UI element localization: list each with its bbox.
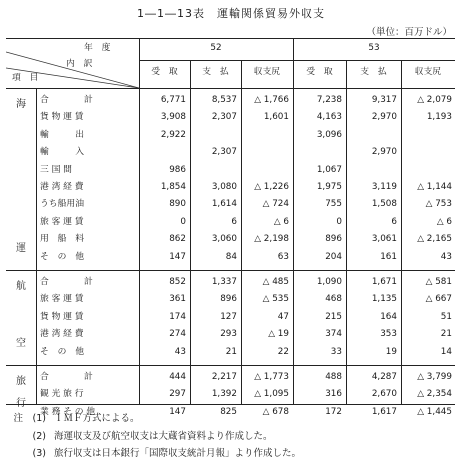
rule-line (6, 404, 455, 405)
table-cell-value: 21 (225, 346, 237, 357)
transport-balance-table (6, 38, 455, 417)
header-breakdown-label: 内 訳 (66, 59, 93, 69)
column-divider (139, 38, 140, 404)
footnotes (12, 406, 302, 463)
table-cell-value: 8,537 (211, 95, 237, 105)
table-cell-value: △ 1,144 (417, 182, 452, 192)
row-item-label: 観 光 旅 行 (40, 389, 84, 400)
table-cell-value: 147 (169, 406, 186, 417)
section-label-top: 海 (16, 99, 26, 110)
table-cell-value: 43 (174, 346, 186, 357)
table-cell-value: △ 1,445 (417, 406, 452, 417)
table-cell-value: 204 (325, 251, 342, 262)
table-cell-value: 2,970 (371, 112, 397, 123)
table-cell-value: 6 (231, 216, 237, 227)
corner-diagonal (6, 52, 139, 88)
header-receipts-53: 受 取 (306, 67, 333, 77)
table-cell-value: 353 (380, 329, 397, 340)
row-item-label: 貨 物 運 賃 (40, 112, 84, 123)
table-cell-value: △ 2,354 (417, 389, 452, 400)
header-year-53: 53 (368, 43, 380, 53)
table-cell-value: 986 (169, 164, 186, 175)
table-cell-value: 2,307 (211, 112, 237, 123)
table-cell-value: 3,061 (371, 234, 397, 245)
table-cell-value: 1,392 (211, 389, 237, 400)
table-cell-value: 3,060 (211, 234, 237, 245)
table-cell-value: 161 (380, 251, 397, 262)
table-cell-value: △ 724 (262, 199, 289, 210)
header-receipts-52: 受 取 (151, 67, 178, 77)
table-cell-value: 1,671 (371, 277, 397, 287)
rule-line (139, 60, 455, 61)
section-label-bottom: 運 (16, 243, 26, 254)
footnote: (3) 旅行収支は日本銀行「国際収支統計月報」より作成した。 (32, 448, 302, 459)
table-cell-value: △ 667 (425, 294, 452, 305)
table-cell-value: 4,287 (371, 372, 397, 382)
rule-line (6, 88, 455, 89)
table-cell-value: 9,317 (371, 95, 397, 105)
table-cell-value: △ 2,165 (417, 234, 452, 245)
table-cell-value: 274 (169, 329, 186, 340)
row-item-label: そ の 他 (40, 251, 84, 262)
section-label-bottom: 空 (16, 338, 26, 349)
table-cell-value: △ 3,799 (417, 372, 452, 382)
row-item-label: うち船用油 (40, 199, 84, 210)
table-cell-value: 444 (169, 372, 186, 382)
table-cell-value: 488 (325, 372, 342, 382)
table-cell-value: 293 (220, 329, 237, 340)
table-cell-value: 3,119 (371, 182, 397, 192)
footnote: (2) 海運収支及び航空収支は大蔵省資料より作成した。 (32, 430, 273, 442)
table-cell-value: △ 6 (273, 216, 289, 227)
table-cell-value: △ 1,773 (254, 372, 289, 382)
table-cell-value: 1,601 (263, 112, 289, 123)
table-cell-value: 1,193 (426, 112, 452, 123)
column-divider (241, 60, 242, 404)
table-cell-value: △ 753 (425, 199, 452, 210)
table-cell-value: 3,080 (211, 182, 237, 192)
header-payments-52: 支 払 (202, 67, 229, 77)
table-cell-value: 47 (277, 311, 289, 322)
section-label-top: 旅 (16, 376, 26, 387)
table-cell-value: 2,970 (371, 147, 397, 158)
table-cell-value: 63 (277, 251, 289, 262)
table-cell-value: 1,508 (371, 199, 397, 210)
table-cell-value: 1,067 (316, 164, 342, 175)
table-cell-value: △ 2,079 (417, 95, 452, 105)
row-item-label: 貨 物 運 賃 (40, 311, 84, 322)
table-cell-value: 1,135 (371, 294, 397, 305)
row-item-label: 業 務 そ の 他 (40, 406, 96, 417)
column-divider (401, 60, 402, 404)
table-cell-value: △ 485 (262, 277, 289, 287)
row-item-label: 用 船 料 (40, 234, 84, 245)
table-cell-value: 172 (325, 406, 342, 417)
column-divider (346, 60, 347, 404)
unit-label: （単位：百万ドル） (366, 27, 452, 38)
table-cell-value: 2,670 (371, 389, 397, 400)
header-payments-53: 支 払 (360, 67, 387, 77)
row-item-label: 旅 客 運 賃 (40, 216, 84, 227)
table-cell-value: △ 6 (436, 216, 452, 227)
table-cell-value: 852 (169, 277, 186, 287)
table-cell-value: 43 (440, 251, 452, 262)
rule-line (6, 365, 455, 366)
table-cell-value: 2,217 (211, 372, 237, 382)
table-cell-value: 21 (440, 329, 452, 340)
column-divider (293, 38, 294, 404)
header-year-label: 年 度 (84, 43, 111, 53)
table-cell-value: 4,163 (316, 112, 342, 123)
table-cell-value: 297 (169, 389, 186, 400)
table-cell-value: 862 (169, 234, 186, 245)
table-title: 1―1―13表 運輸関係貿易外収支 (137, 7, 325, 20)
header-balance-53: 収支尻 (414, 67, 442, 77)
table-cell-value: 19 (385, 346, 397, 357)
table-cell-value: 147 (169, 251, 186, 262)
table-cell-value: 1,337 (211, 277, 237, 287)
table-cell-value: 468 (325, 294, 342, 305)
table-cell-value: 0 (336, 216, 342, 227)
table-cell-value: 3,908 (160, 112, 186, 123)
section-label-top: 航 (16, 281, 26, 292)
table-cell-value: 361 (169, 294, 186, 305)
table-cell-value: 1,854 (160, 182, 186, 192)
table-cell-value: 896 (325, 234, 342, 245)
row-item-label: 合 計 (40, 372, 93, 382)
table-cell-value: 164 (380, 311, 397, 322)
table-cell-value: 2,922 (160, 129, 186, 140)
table-cell-value: 22 (277, 346, 289, 357)
section-label-bottom: 行 (16, 398, 26, 410)
row-item-label: 港 湾 経 費 (40, 329, 84, 340)
table-cell-value: 14 (440, 346, 452, 357)
row-item-label: 三 国 間 (40, 164, 72, 175)
table-cell-value: △ 581 (425, 277, 452, 287)
table-cell-value: △ 535 (262, 294, 289, 305)
table-cell-value: 2,307 (211, 147, 237, 158)
table-cell-value: 127 (220, 311, 237, 322)
footnote: 注 (1) ＩＭＦ方式による。 (13, 413, 140, 424)
table-cell-value: △ 2,198 (254, 234, 289, 245)
table-cell-value: 0 (180, 216, 186, 227)
column-divider (190, 60, 191, 404)
table-cell-value: 215 (325, 311, 342, 322)
table-cell-value: 6,771 (160, 95, 186, 105)
table-cell-value: 1,614 (211, 199, 237, 210)
rule-line (6, 270, 455, 271)
row-item-label: 旅 客 運 賃 (40, 294, 84, 305)
table-cell-value: 1,617 (371, 406, 397, 417)
row-item-label: 輸 入 (40, 147, 84, 158)
corner-diagonal (6, 68, 139, 88)
header-item-label: 項 目 (12, 73, 39, 83)
table-cell-value: 7,238 (316, 95, 342, 105)
table-cell-value: 84 (225, 251, 237, 262)
table-cell-value: △ 1,766 (254, 95, 289, 105)
table-cell-value: 1,975 (316, 182, 342, 192)
table-cell-value: 174 (169, 311, 186, 322)
row-item-label: 港 湾 経 費 (40, 182, 84, 192)
table-cell-value: 33 (330, 346, 342, 357)
table-cell-value: 3,096 (316, 129, 342, 140)
row-item-label: 合 計 (40, 95, 93, 105)
table-cell-value: △ 19 (268, 329, 289, 340)
header-balance-52: 収支尻 (253, 67, 281, 77)
column-divider (36, 88, 37, 404)
row-item-label: そ の 他 (40, 346, 84, 357)
table-cell-value: △ 1,095 (254, 389, 289, 400)
header-year-52: 52 (210, 43, 222, 53)
table-cell-value: △ 1,226 (254, 182, 289, 192)
table-cell-value: △ 678 (262, 406, 289, 417)
table-cell-value: 896 (220, 294, 237, 305)
table-cell-value: 1,090 (316, 277, 342, 287)
table-cell-value: 6 (391, 216, 397, 227)
table-cell-value: 755 (325, 199, 342, 210)
row-item-label: 輸 出 (40, 129, 84, 140)
table-cell-value: 316 (325, 389, 342, 400)
table-cell-value: 890 (169, 199, 186, 210)
corner-diagonal-lines (6, 38, 139, 88)
table-cell-value: 374 (325, 329, 342, 340)
table-cell-value: 51 (440, 311, 452, 322)
table-cell-value: 825 (220, 406, 237, 417)
row-item-label: 合 計 (40, 277, 93, 287)
